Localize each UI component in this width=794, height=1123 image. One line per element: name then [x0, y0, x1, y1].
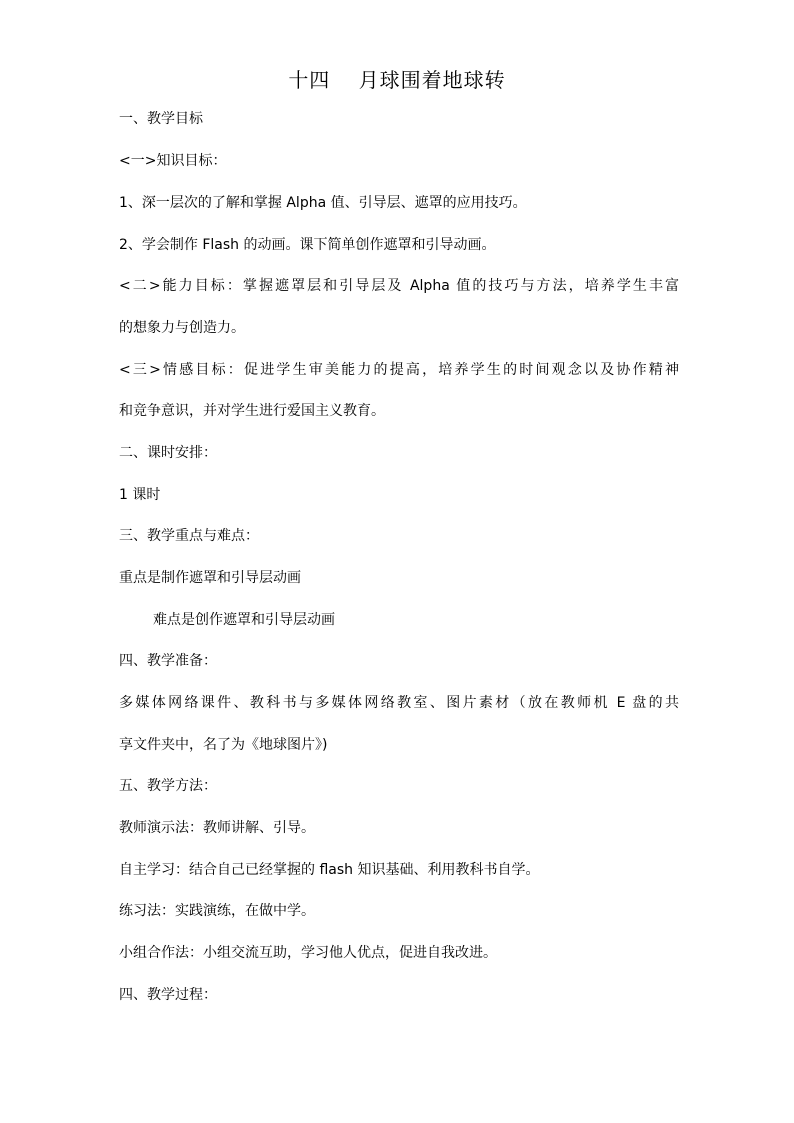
knowledge-objective-heading: <一>知识目标：	[119, 153, 227, 169]
method-self-study: 自主学习：结合自己已经掌握的 flash 知识基础、利用教科书自学。	[119, 862, 540, 878]
page-title: 十四 月球围着地球转	[288, 68, 506, 92]
schedule-value: 1 课时	[119, 487, 161, 503]
method-group-cooperation: 小组合作法：小组交流互助，学习他人优点，促进自我改进。	[119, 945, 497, 961]
preparation-text-continued: 享文件夹中，名了为《地球图片》)	[119, 737, 328, 753]
section-heading-schedule: 二、课时安排：	[119, 445, 217, 461]
knowledge-item-2: 2、学会制作 Flash 的动画。课下简单创作遮罩和引导动画。	[119, 237, 496, 253]
method-demonstration: 教师演示法：教师讲解、引导。	[119, 820, 315, 836]
method-practice: 练习法：实践演练，在做中学。	[119, 903, 315, 919]
key-point: 重点是制作遮罩和引导层动画	[119, 570, 301, 586]
emotion-objective: <三>情感目标：促进学生审美能力的提高，培养学生的时间观念以及协作精神	[119, 362, 679, 378]
section-heading-process: 四、教学过程：	[119, 987, 217, 1003]
knowledge-item-1: 1、深一层次的了解和掌握 Alpha 值、引导层、遮罩的应用技巧。	[119, 195, 527, 211]
section-heading-key-points: 三、教学重点与难点：	[119, 528, 259, 544]
ability-objective-continued: 的想象力与创造力。	[119, 320, 245, 336]
difficult-point: 难点是创作遮罩和引导层动画	[153, 612, 335, 628]
section-heading-preparation: 四、教学准备：	[119, 653, 217, 669]
section-heading-methods: 五、教学方法：	[119, 778, 217, 794]
emotion-objective-continued: 和竞争意识，并对学生进行爱国主义教育。	[119, 403, 385, 419]
preparation-text: 多媒体网络课件、教科书与多媒体网络教室、图片素材（放在教师机 E 盘的共	[119, 695, 679, 711]
section-heading-objectives: 一、教学目标	[119, 111, 203, 127]
ability-objective: <二>能力目标：掌握遮罩层和引导层及 Alpha 值的技巧与方法，培养学生丰富	[119, 278, 679, 294]
